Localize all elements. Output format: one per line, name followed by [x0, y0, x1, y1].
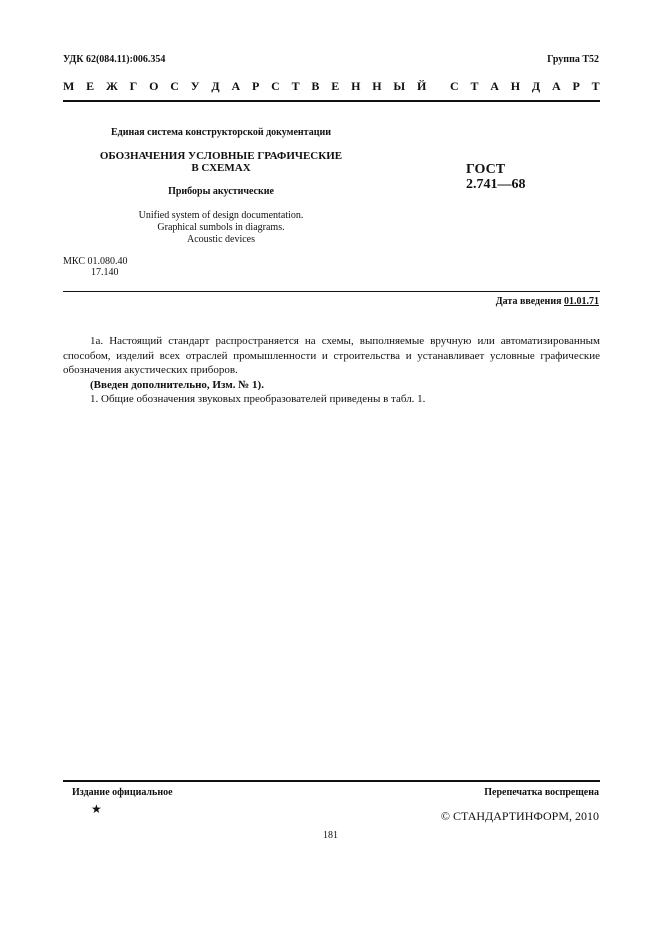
introduction-date	[496, 296, 599, 307]
gost-label: ГОСТ	[466, 162, 506, 177]
heading-letter: С	[271, 79, 280, 93]
heading-letter: Н	[510, 79, 521, 93]
page-number: 181	[323, 830, 338, 841]
section-divider	[63, 291, 600, 292]
star-icon: ★	[91, 802, 102, 816]
heading-letter: М	[63, 79, 75, 93]
heading-letter: Д	[211, 79, 220, 93]
copyright: © СТАНДАРТИНФОРМ, 2010	[440, 809, 599, 823]
heading-letter: У	[190, 79, 200, 93]
heading-letter: Ж	[105, 79, 118, 93]
paragraph-amendment: (Введен дополнительно, Изм. № 1).	[90, 378, 264, 391]
standard-title-line-1: ОБОЗНАЧЕНИЯ УСЛОВНЫЕ ГРАФИЧЕСКИЕ	[99, 150, 343, 162]
heading-letter: Т	[291, 79, 300, 93]
system-title: Единая система конструкторской документации	[111, 127, 331, 138]
heading-letter: А	[490, 79, 499, 93]
heading-letter: О	[149, 79, 159, 93]
introduction-date-value: 01.01.71	[564, 296, 599, 307]
udk-code: УДК 62(084.11):006.354	[63, 54, 166, 65]
heading-letter: Р	[251, 79, 260, 93]
footer-divider	[63, 780, 600, 782]
heading-letter: С	[170, 79, 179, 93]
heading-letter: Н	[372, 79, 382, 93]
heading-letter: С	[449, 79, 459, 93]
heading-letter: Е	[331, 79, 340, 93]
header-divider	[63, 100, 600, 102]
official-edition: Издание официальное	[72, 787, 173, 798]
standard-title-line-2: В СХЕМАХ	[191, 162, 251, 174]
heading-letter: Т	[591, 79, 600, 93]
gost-number: 2.741—68	[466, 177, 526, 192]
english-title-line: Graphical sumbols in diagrams.	[157, 222, 285, 233]
paragraph-scope: 1а. Настоящий стандарт распространяется на схемы, выполняемые вручную или автоматизированным способом, изделий всех отраслей промышленности и строительства и устанавливает условные графические обозначения акустических приборов.	[63, 335, 600, 376]
heading-letter: Н	[351, 79, 361, 93]
heading-letter: Д	[531, 79, 541, 93]
document-body	[63, 334, 600, 407]
heading-letter: Ы	[393, 79, 406, 93]
heading-letter: Р	[572, 79, 580, 93]
mks-code: МКС 01.080.40	[63, 256, 128, 267]
english-title-line: Acoustic devices	[186, 234, 256, 245]
interstate-standard-heading	[63, 79, 600, 94]
heading-letter: В	[311, 79, 320, 93]
mks-code-2: 17.140	[91, 267, 119, 278]
heading-letter: Т	[470, 79, 479, 93]
paragraph-general: 1. Общие обозначения звуковых преобразователей приведены в табл. 1.	[90, 393, 426, 405]
heading-letter: А	[231, 79, 241, 93]
group-code: Группа Т52	[547, 54, 599, 65]
heading-letter: А	[551, 79, 561, 93]
reprint-prohibited: Перепечатка воспрещена	[484, 787, 599, 798]
english-title-line: Unified system of design documentation.	[138, 210, 304, 221]
heading-letter: Е	[86, 79, 95, 93]
heading-letter: Г	[129, 79, 138, 93]
heading-letter: Й	[416, 79, 427, 93]
standard-subtitle: Приборы акустические	[168, 186, 274, 197]
introduction-date-label: Дата введения	[495, 296, 562, 307]
